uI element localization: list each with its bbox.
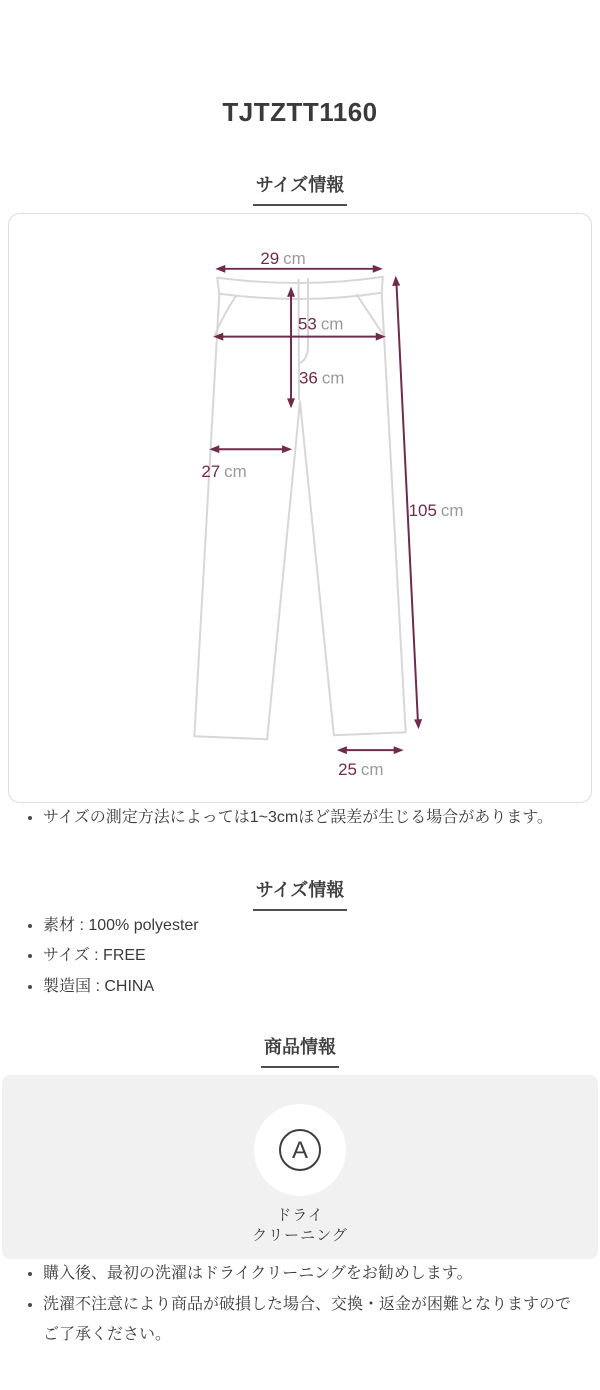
care-label [2,1206,598,1246]
size-info-item-country: 製造国 : CHINA [26,972,574,1002]
right-pocket-line [357,295,385,337]
hem-arrow [337,746,404,754]
hip-measurement-label: 53 cm [298,314,344,334]
care-label-line1: ドライ [276,1207,324,1225]
pants-measurement-diagram [9,214,592,802]
pants-outline [194,277,405,739]
product-note-item: 洗濯不注意により商品が破損した場合、交換・返金が困難となりますのでご了承ください。 [26,1290,574,1349]
thigh-arrow [209,445,292,453]
waist-measurement-label: 29 cm [260,248,306,268]
care-circle [254,1104,346,1196]
size-info-list [0,911,600,1002]
side-length-measurement-label: 105 cm [408,500,464,520]
size-diagram-box [8,213,592,803]
heading-size-info [0,876,600,911]
dry-clean-symbol: A [291,1137,309,1165]
heading-product-info [0,1033,600,1068]
care-label-line2: クリーニング [252,1227,348,1245]
dry-clean-icon [276,1126,324,1174]
measurement-labels [201,249,463,779]
measurement-arrows [209,265,422,754]
hem-measurement-label: 25 cm [338,760,384,780]
heading-size-diagram-label: サイズ情報 [253,171,348,206]
heading-size-info-label: サイズ情報 [253,876,348,911]
size-info-item-size: サイズ : FREE [26,941,574,971]
care-card [2,1075,598,1259]
size-note-item: サイズの測定方法によっては1~3cmほど誤差が生じる場合があります。 [26,803,574,833]
rise-arrow [287,287,295,409]
page-title: TJTZTT1160 [222,97,378,127]
heading-product-info-label: 商品情報 [261,1033,339,1068]
rise-measurement-label: 36 cm [299,368,345,388]
product-notes-list [0,1259,600,1349]
heading-size-diagram [0,171,600,206]
thigh-measurement-label: 27 cm [201,462,247,482]
size-info-item-material: 素材 : 100% polyester [26,911,574,941]
product-note-item: 購入後、最初の洗濯はドライクリーニングをお勧めします。 [26,1259,574,1289]
size-note-list [0,803,600,833]
